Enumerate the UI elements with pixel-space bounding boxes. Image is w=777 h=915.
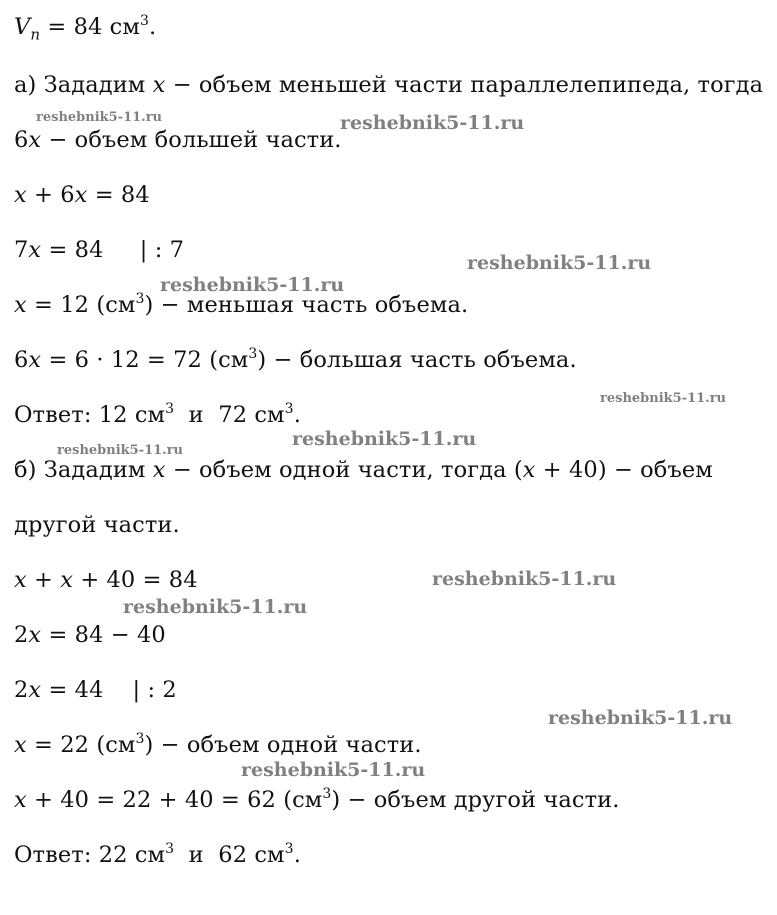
part-b-other-part: x + 40 = 22 + 40 = 62 $(см^3)$ − объем другой части. — [14, 786, 620, 813]
part-a-larger-part: 6x = 6 · 12 = 72 $(см^3)$ − большая часть объема. — [14, 346, 577, 373]
part-a-answer: Ответ: 12 $см^3$ и 72 $см^3$. — [14, 401, 301, 428]
given-volume: $V_n = 84$ $см^3$. — [14, 13, 157, 44]
part-b-setup-line-2: другой части. — [14, 512, 180, 538]
part-a-setup-line-1: а) Зададим x − объем меньшей части параллелепипеда, тогда — [14, 72, 764, 98]
part-b-setup-line-1: б) Зададим x − объем одной части, тогда (x + 40) − объем — [14, 457, 713, 483]
part-b-equation-1: x + x + 40 = 84 — [14, 567, 198, 593]
part-a-smaller-part: x = 12 $(см^3)$ − меньшая часть объема. — [14, 291, 469, 318]
watermark: reshebnik5-11.ru — [160, 274, 345, 296]
part-b-equation-2: 2x = 84 − 40 — [14, 622, 166, 648]
watermark: reshebnik5-11.ru — [432, 568, 617, 590]
watermark: reshebnik5-11.ru — [36, 110, 163, 125]
part-b-answer: Ответ: 22 $см^3$ и 62 $см^3$. — [14, 841, 301, 868]
watermark: reshebnik5-11.ru — [241, 759, 426, 781]
part-a-setup-line-2: 6x − объем большей части. — [14, 127, 342, 153]
part-a-equation-1: x + 6x = 84 — [14, 182, 150, 208]
watermark: reshebnik5-11.ru — [292, 428, 477, 450]
watermark: reshebnik5-11.ru — [57, 443, 184, 458]
part-b-one-part: x = 22 $(см^3)$ − объем одной части. — [14, 731, 422, 758]
watermark: reshebnik5-11.ru — [123, 596, 308, 618]
part-a-equation-2: 7x = 84 | : 7 — [14, 237, 185, 263]
watermark: reshebnik5-11.ru — [548, 707, 733, 729]
watermark: reshebnik5-11.ru — [340, 112, 525, 134]
part-b-equation-3: 2x = 44 | : 2 — [14, 677, 177, 703]
watermark: reshebnik5-11.ru — [600, 391, 727, 406]
watermark: reshebnik5-11.ru — [467, 252, 652, 274]
